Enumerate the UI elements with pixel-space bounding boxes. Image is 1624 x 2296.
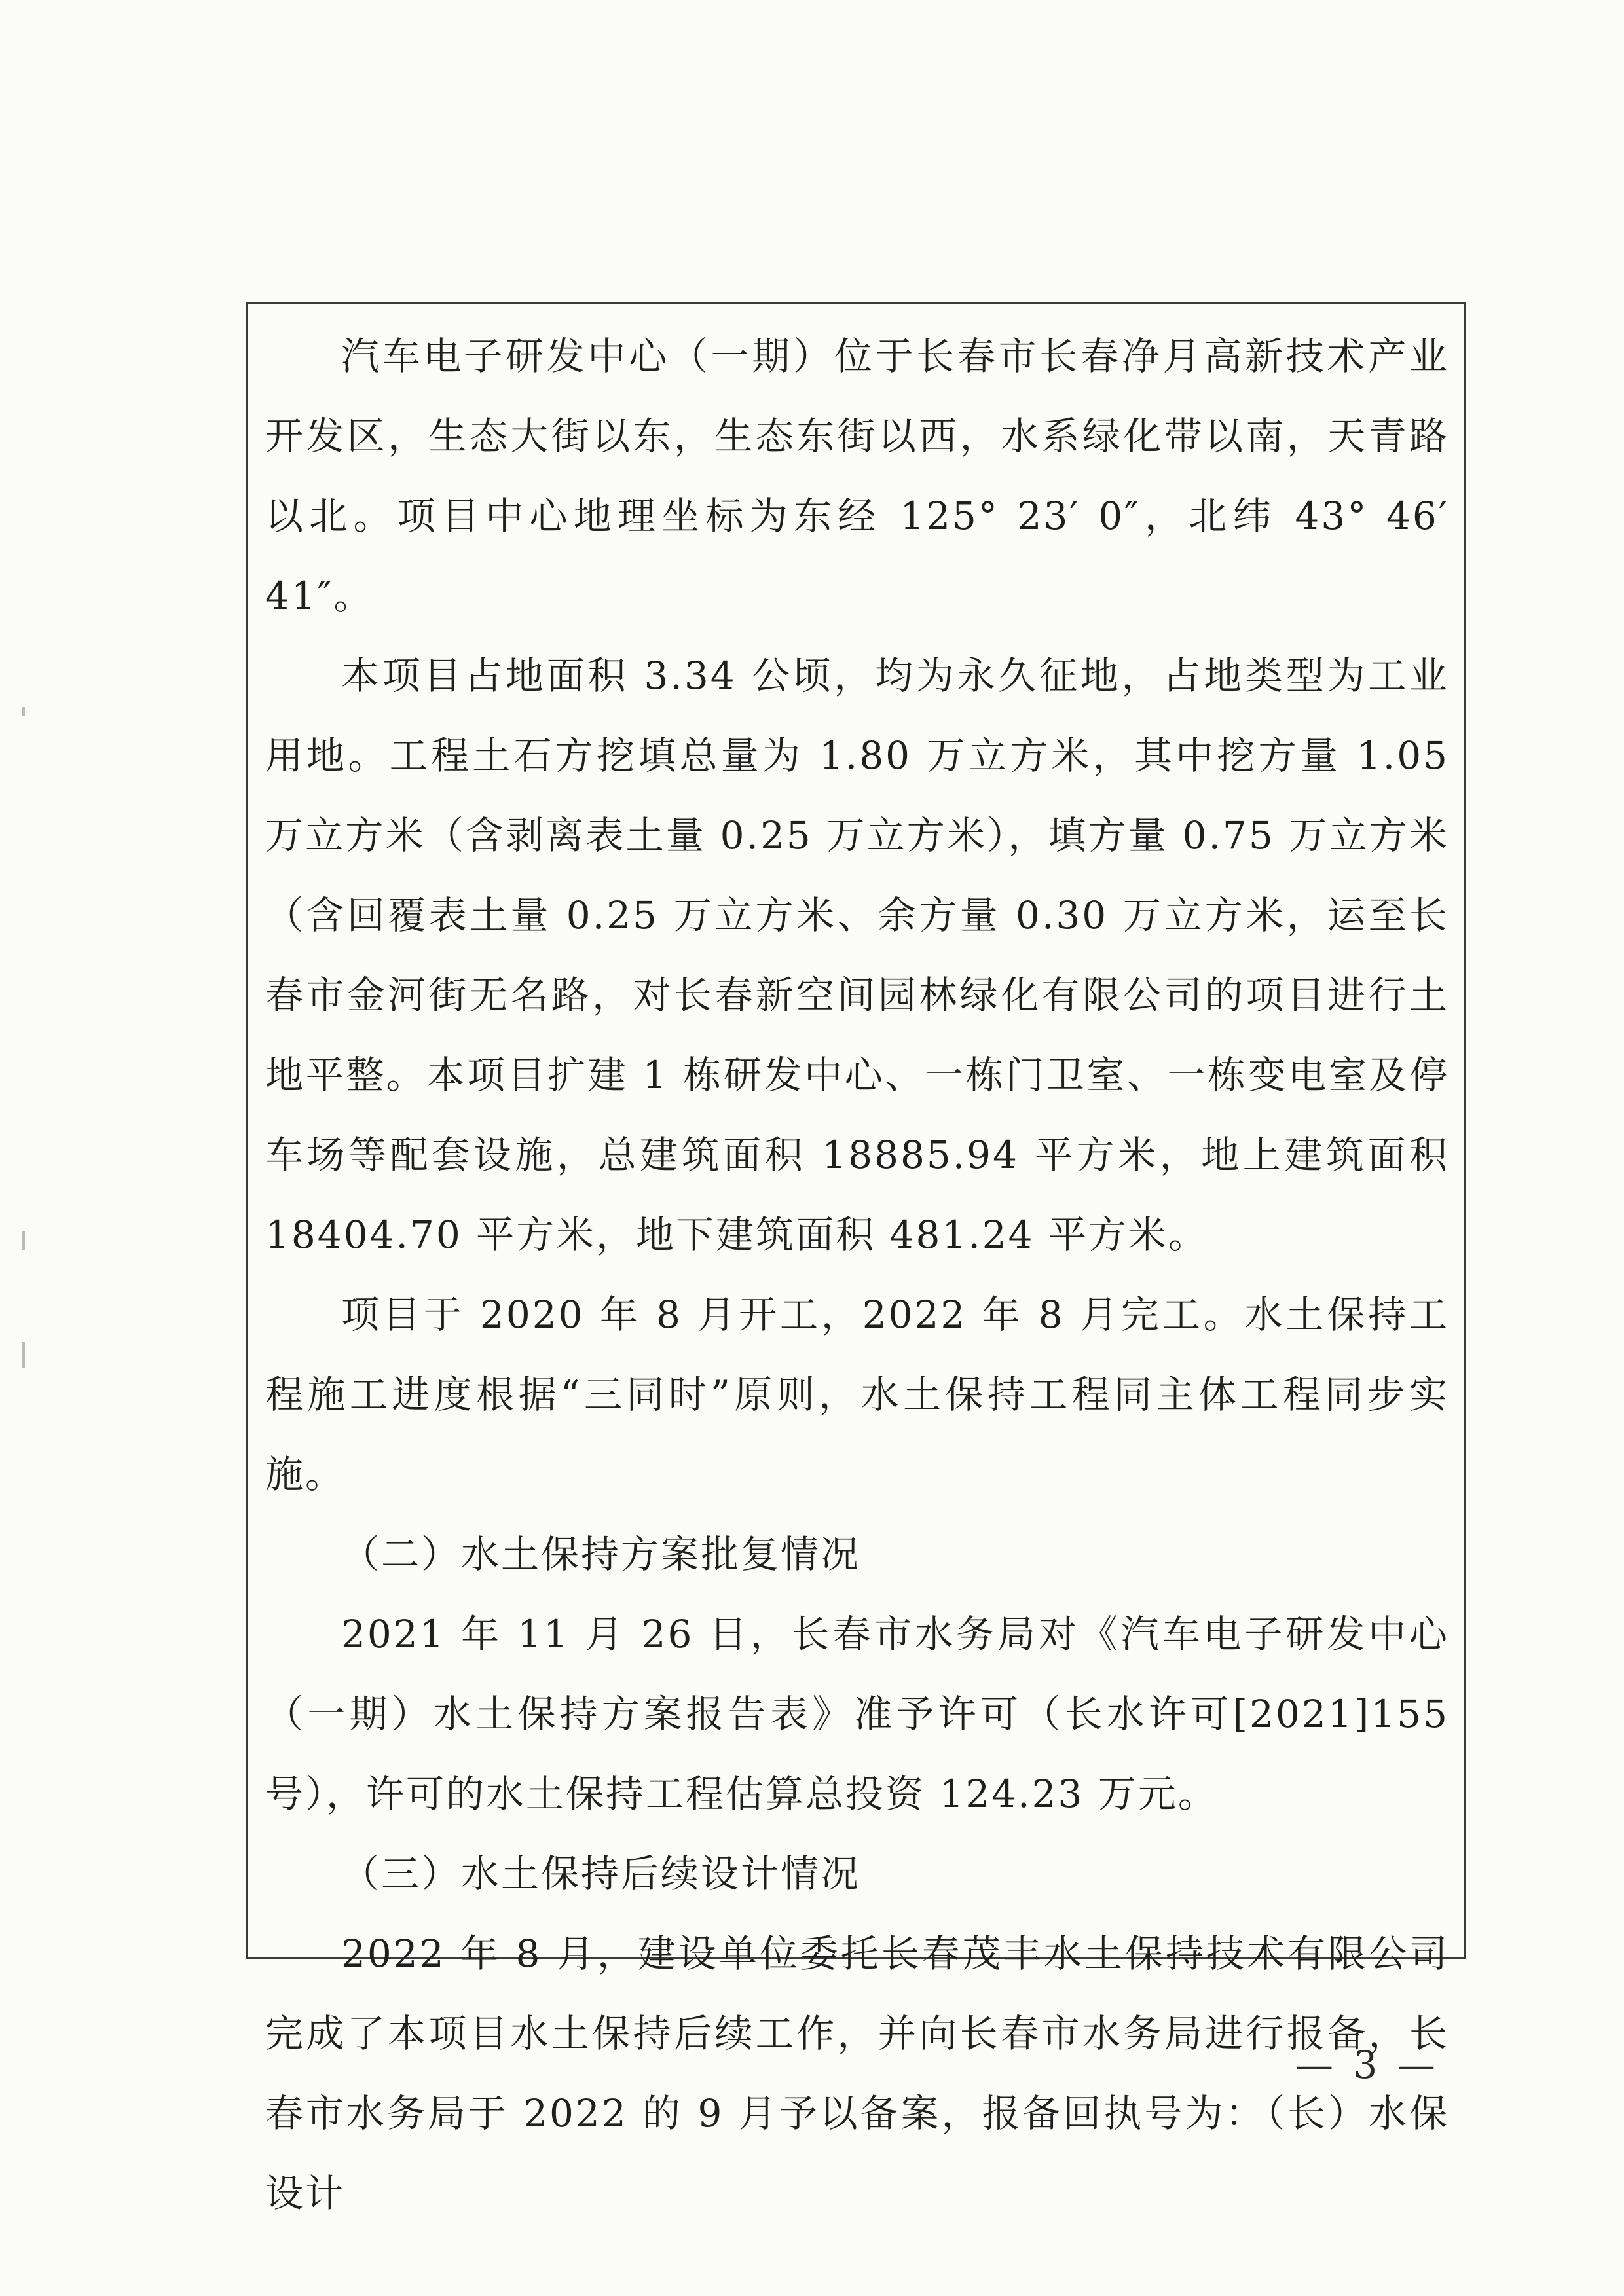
paragraph-design: 2022 年 8 月，建设单位委托长春茂丰水土保持技术有限公司完成了本项目水土保持后续工作，并向长春市水务局进行报备，长春市水务局于 2022 的 9 月予以备案，报备回执号为：（长）水保设计 [265,1931,1449,2215]
scan-edge-mark [22,1342,25,1368]
paragraph-approval: 2021 年 11 月 26 日，长春市水务局对《汽车电子研发中心（一期）水土保持方案报告表》准予许可（长水许可[2021]155 号），许可的水土保持工程估算总投资 124.23 万元。 [265,1612,1449,1816]
paragraph-schedule: 项目于 2020 年 8 月开工，2022 年 8 月完工。水土保持工程施工进度根据“三同时”原则，水土保持工程同主体工程同步实施。 [265,1292,1449,1497]
page-number: — 3 — [1295,2043,1439,2087]
scan-edge-mark [22,1231,25,1250]
scan-edge-mark [22,707,25,716]
section-heading-design: （三）水土保持后续设计情况 [341,1851,861,1896]
paragraph-area: 本项目占地面积 3.34 公顷，均为永久征地，占地类型为工业用地。工程土石方挖填总量为 1.80 万立方米，其中挖方量 1.05 万立方米（含剥离表土量 0.25 万立方米），填方量 0.75 万立方米（含回覆表土量 0.25 万立方米、余方量 0.30 万立方米，运至长春市金河街无名路，对长春新空间园林绿化有限公司的项目进行土地平整。本项目扩建 1 栋研发中心、一栋门卫室、一栋变电室及停车场等配套设施，总建筑面积 18885.94 平方米，地上建筑面积 18404.70 平方米，地下建筑面积 481.24 平方米。 [265,653,1449,1257]
section-heading-approval: （二）水土保持方案批复情况 [341,1532,861,1576]
paragraph-location: 汽车电子研发中心（一期）位于长春市长春净月高新技术产业开发区，生态大街以东，生态东街以西，水系绿化带以南，天青路以北。项目中心地理坐标为东经 125° 23′ 0″，北纬 43° 46′ 41″。 [265,334,1449,618]
document-frame [246,302,1466,2215]
